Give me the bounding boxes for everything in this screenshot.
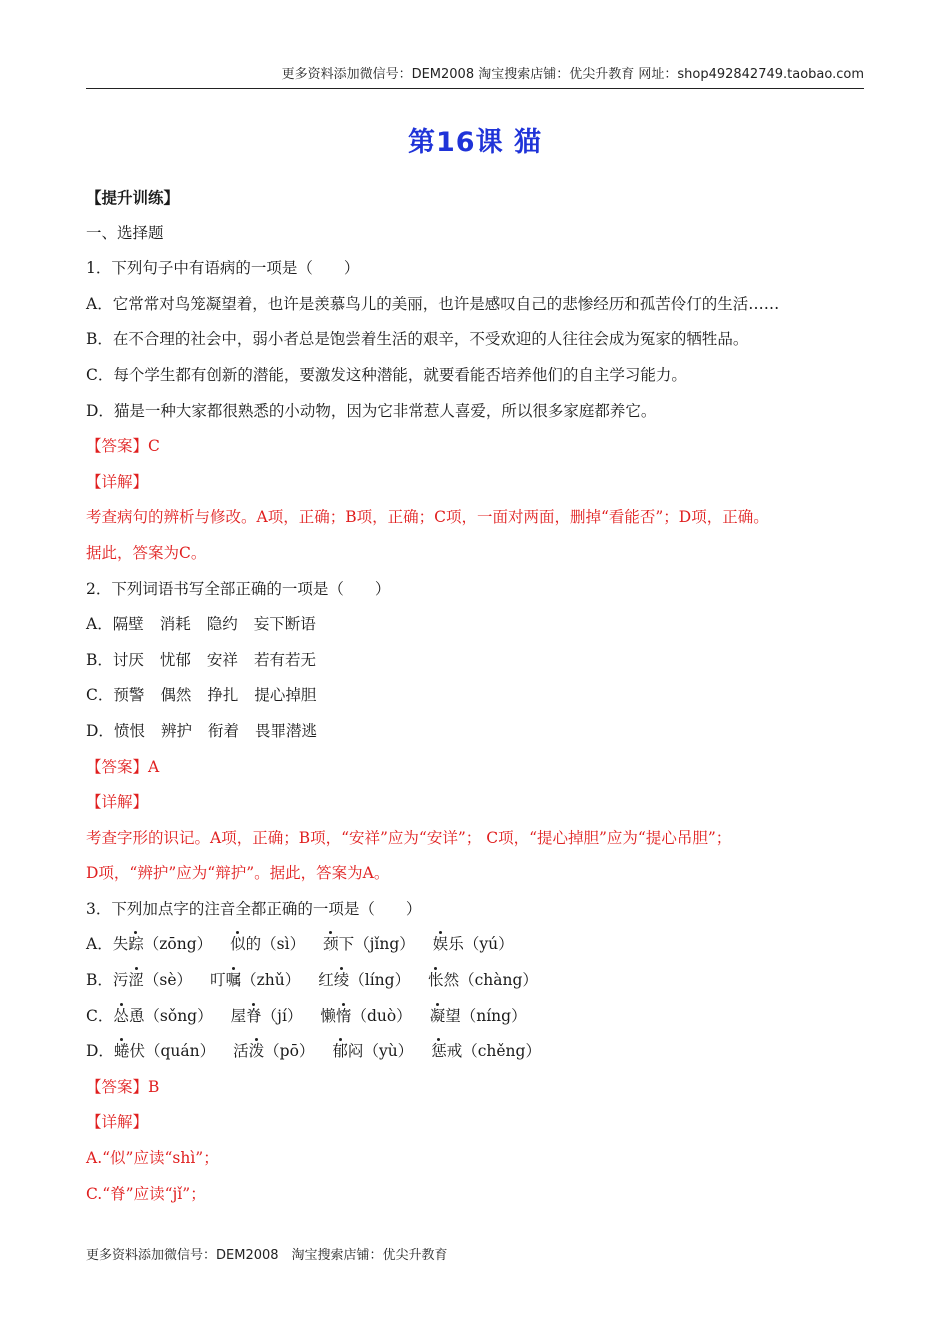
part-label: 一、选择题 xyxy=(86,223,164,242)
dotted-character: 绫 xyxy=(334,963,350,999)
pinyin-item xyxy=(210,963,300,999)
pinyin-item xyxy=(431,1034,541,1070)
word-part: 懒 xyxy=(320,1006,336,1025)
word: 偶然 xyxy=(160,686,192,705)
pinyin: （níng） xyxy=(460,1006,527,1025)
page-title: 第16课 猫 xyxy=(408,127,542,158)
word: 辨护 xyxy=(160,721,192,740)
q1-analysis-line-2: 据此，答案为C。 xyxy=(86,543,207,562)
pinyin: （chàng） xyxy=(459,971,538,990)
option-letter: A． xyxy=(86,615,113,634)
word-part: 乐 xyxy=(448,935,464,954)
dotted-character: 惩 xyxy=(431,1034,447,1070)
q3-analysis-line-2: C.“脊”应读“jǐ”； xyxy=(86,1184,206,1203)
q3-answer: 【答案】B xyxy=(86,1077,160,1096)
word-part: 恿 xyxy=(128,1006,145,1025)
dotted-character: 颈 xyxy=(323,927,339,963)
dotted-character: 娱 xyxy=(433,927,449,963)
word: 妄下断语 xyxy=(253,615,316,634)
page-header xyxy=(86,62,864,89)
dotted-character: 脊 xyxy=(246,999,262,1035)
word: 若有若无 xyxy=(253,650,316,669)
word: 隔壁 xyxy=(112,615,144,634)
pinyin: （zōng） xyxy=(143,935,213,954)
q3-detail-label: 【详解】 xyxy=(86,1113,149,1132)
pinyin-item xyxy=(318,963,410,999)
pinyin: （líng） xyxy=(349,971,411,990)
pinyin-item xyxy=(233,1034,314,1070)
word-part: 失 xyxy=(112,935,129,954)
pinyin-item xyxy=(113,999,212,1035)
q1-option-a: A．它常常对鸟笼凝望着，也许是羡慕鸟儿的美丽，也许是感叹自己的悲惨经历和孤苦伶仃的生活…… xyxy=(86,294,780,313)
section-label: 【提升训练】 xyxy=(86,188,180,207)
pinyin: （quán） xyxy=(144,1042,216,1061)
q2-answer: 【答案】A xyxy=(86,757,160,776)
word-part: 伏 xyxy=(129,1042,145,1061)
q2-option-a xyxy=(86,607,864,643)
q2-detail-label: 【详解】 xyxy=(86,793,149,812)
word: 畏罪潜逃 xyxy=(254,721,317,740)
pinyin-item xyxy=(433,927,514,963)
header-text: 更多资料添加微信号：DEM2008 淘宝搜索店铺：优尖升教育 网址：shop492842749.taobao.com xyxy=(281,67,864,82)
q1-analysis-line-1: 考查病句的辨析与修改。A项，正确；B项，正确；C项，一面对两面，删掉“看能否”；D项，正确。 xyxy=(86,508,769,527)
pinyin: （duò） xyxy=(351,1006,412,1025)
word-part: 闷 xyxy=(347,1042,364,1061)
dotted-character: 嘱 xyxy=(226,963,242,999)
word-part: 下 xyxy=(338,935,355,954)
pinyin: （sè） xyxy=(143,971,193,990)
word-part: 的 xyxy=(245,935,262,954)
pinyin-item xyxy=(230,927,305,963)
pinyin: （sǒng） xyxy=(144,1006,213,1025)
dotted-character: 凝 xyxy=(430,999,446,1035)
word: 消耗 xyxy=(159,615,191,634)
option-letter: C． xyxy=(86,686,114,705)
word-part: 污 xyxy=(112,971,129,990)
q1-answer: 【答案】C xyxy=(86,437,160,456)
pinyin: （pō） xyxy=(264,1042,315,1061)
q2-analysis-line-1: 考查字形的识记。A项，正确；B项，“安祥”应为“安详”； C项，“提心掉胆”应为“提心吊胆”； xyxy=(86,828,732,847)
word-part: 叮 xyxy=(210,971,226,990)
dotted-character: 踪 xyxy=(128,927,144,963)
q3-option-d xyxy=(86,1034,864,1070)
word: 衔着 xyxy=(207,721,239,740)
word-part: 活 xyxy=(233,1042,249,1061)
q2-analysis-line-2: D项，“辨护”应为“辩护”。据此，答案为A。 xyxy=(86,864,390,883)
q1-option-d: D．猫是一种大家都很熟悉的小动物，因为它非常惹人喜爱，所以很多家庭都养它。 xyxy=(86,401,657,420)
dotted-character: 似 xyxy=(230,927,246,963)
page-footer: 更多资料添加微信号：DEM2008 淘宝搜索店铺：优尖升教育 xyxy=(86,1248,448,1263)
pinyin: （jǐng） xyxy=(354,935,415,954)
pinyin-item xyxy=(113,927,212,963)
pinyin-item xyxy=(320,999,411,1035)
word: 愤恨 xyxy=(113,721,145,740)
pinyin: （sì） xyxy=(261,935,306,954)
word: 挣扎 xyxy=(207,686,239,705)
pinyin: （chěng） xyxy=(462,1042,541,1061)
document-body xyxy=(86,180,864,1212)
q2-option-d xyxy=(86,714,864,750)
dotted-character: 泼 xyxy=(249,1034,265,1070)
pinyin-item xyxy=(332,1034,413,1070)
option-letter: D． xyxy=(86,1042,114,1061)
dotted-character: 蜷 xyxy=(114,1034,130,1070)
q3-options xyxy=(86,927,864,1069)
option-letter: D． xyxy=(86,721,114,740)
pinyin: （yú） xyxy=(463,935,514,954)
q1-detail-label: 【详解】 xyxy=(86,472,149,491)
pinyin-item xyxy=(113,963,192,999)
q3-analysis-line-1: A.“似”应读“shì”； xyxy=(86,1149,219,1168)
q3-option-b xyxy=(86,963,864,999)
q3-option-c xyxy=(86,999,864,1035)
dotted-character: 涩 xyxy=(128,963,144,999)
q3-stem: 3．下列加点字的注音全都正确的一项是（ ） xyxy=(86,899,422,918)
pinyin: （yù） xyxy=(363,1042,414,1061)
pinyin-item xyxy=(430,999,527,1035)
pinyin-item xyxy=(114,1034,215,1070)
option-letter: C． xyxy=(86,1006,114,1025)
word-part: 戒 xyxy=(446,1042,463,1061)
pinyin-item xyxy=(428,963,538,999)
word: 安祥 xyxy=(206,650,238,669)
word-part: 然 xyxy=(443,971,460,990)
q1-option-c: C．每个学生都有创新的潜能，要激发这种潜能，就要看能否培养他们的自主学习能力。 xyxy=(86,365,687,384)
option-letter: A． xyxy=(86,935,113,954)
dotted-character: 郁 xyxy=(332,1034,348,1070)
q2-option-c xyxy=(86,678,864,714)
dotted-character: 惰 xyxy=(336,999,352,1035)
q2-option-b xyxy=(86,643,864,679)
word: 预警 xyxy=(113,686,145,705)
option-letter: B． xyxy=(86,971,113,990)
word: 忧郁 xyxy=(159,650,191,669)
word: 讨厌 xyxy=(112,650,144,669)
q2-stem: 2．下列词语书写全部正确的一项是（ ） xyxy=(86,579,391,598)
word-part: 屋 xyxy=(230,1006,247,1025)
q1-stem: 1．下列句子中有语病的一项是（ ） xyxy=(86,259,360,278)
word-part: 望 xyxy=(445,1006,461,1025)
word-part: 红 xyxy=(318,971,334,990)
dotted-character: 怂 xyxy=(113,999,129,1035)
q1-option-b: B．在不合理的社会中，弱小者总是饱尝着生活的艰辛，不受欢迎的人往往会成为冤家的牺牲品。 xyxy=(86,330,749,349)
pinyin: （zhǔ） xyxy=(241,971,301,990)
word: 提心掉胆 xyxy=(254,686,317,705)
pinyin-item xyxy=(323,927,415,963)
q3-option-a xyxy=(86,927,864,963)
option-letter: B． xyxy=(86,650,113,669)
dotted-character: 怅 xyxy=(428,963,444,999)
word: 隐约 xyxy=(206,615,238,634)
pinyin: （jí） xyxy=(261,1006,303,1025)
pinyin-item xyxy=(231,999,303,1035)
